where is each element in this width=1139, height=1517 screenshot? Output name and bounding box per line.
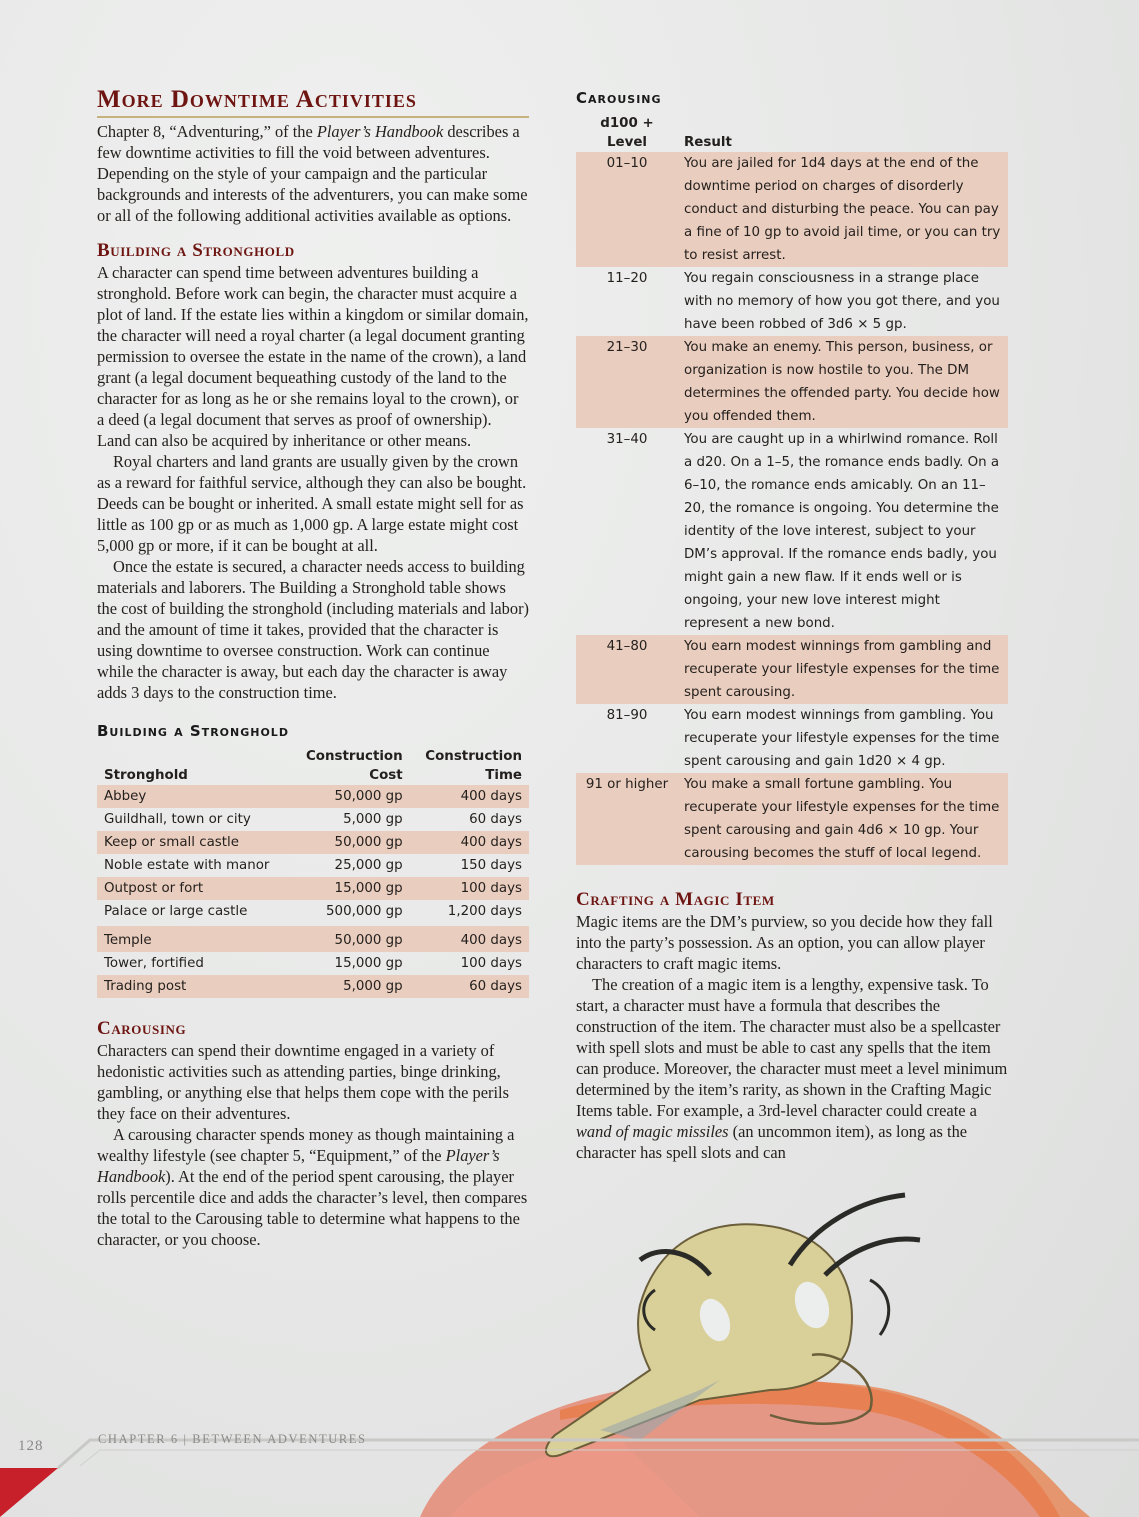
carousing-range: 31–40	[606, 432, 648, 447]
stronghold-cost: 25,000 gp	[334, 858, 403, 873]
stronghold-time: 150 days	[460, 858, 522, 873]
stronghold-time: 60 days	[410, 975, 529, 998]
carousing-result: You make an enemy. This person, business, or organization is now hostile to you. The DM determines the offended party. You decide how you offended them.	[678, 336, 1008, 428]
carousing-result: You regain consciousness in a strange place with no memory of how you got there, and you have been robbed of 3d6 × 5 gp.	[684, 271, 1000, 332]
carousing-heading: Carousing	[97, 1018, 187, 1039]
stronghold-row	[97, 808, 529, 831]
carousing-paragraph-1: Characters can spend their downtime engaged in a variety of hedonistic activities such as attending parties, binge drinking, gambling, or anything else that helps them cope with the perils they face on their adventures.	[97, 1041, 509, 1123]
stronghold-heading: Building a Stronghold	[97, 240, 295, 261]
crafting-heading: Crafting a Magic Item	[576, 889, 775, 910]
carousing-row	[576, 428, 1008, 635]
plague-mask-icon	[546, 1195, 920, 1456]
carousing-result: You make a small fortune gambling. You recuperate your lifestyle expenses for the time spent carousing and gain 4d6 × 10 gp. Your carousing becomes the stuff of local legend.	[678, 773, 1008, 865]
stronghold-time: 100 days	[460, 956, 522, 971]
stronghold-cost: 5,000 gp	[290, 975, 409, 998]
header-time: Construction Time	[425, 749, 522, 783]
page-title: More Downtime Activities	[97, 86, 529, 118]
stronghold-cost: 50,000 gp	[290, 831, 409, 854]
stronghold-cost: 15,000 gp	[290, 877, 409, 900]
running-head: CHAPTER 6 | BETWEEN ADVENTURES	[98, 1432, 367, 1446]
intro-paragraph: Chapter 8, “Adventuring,” of the Player’s Handbook describes a few downtime activities to fill the void between adventures. Depending on the style of your campaign and the particular backgrounds and interests of the adventurers, you can make some or all of the following additional activities available as options.	[97, 122, 528, 225]
carousing-table-header	[576, 114, 1008, 152]
stronghold-row	[97, 877, 529, 900]
carousing-row	[576, 267, 1008, 336]
stronghold-paragraph-1: A character can spend time between adventures building a stronghold. Before work can begin, the character must acquire a plot of land. If the estate lies within a kingdom or similar domain, the character will need a royal charter (a legal document granting permission to oversee the estate in the name of the crown), a land grant (a legal document bequeathing custody of the land to the character for as long as he or she remains loyal to the crown), or a deed (a legal document that serves as proof of ownership). Land can also be acquired by inheritance or other means.	[97, 263, 529, 450]
page-number: 128	[18, 1438, 44, 1454]
crafting-paragraph-2: The creation of a magic item is a lengthy, expensive task. To start, a character must have a formula that describes the construction of the item. The character must also be a spellcaster with spell slots and must be able to cast any spells that the item can produce. Moreover, the character must meet a level minimum determined by the item’s rarity, as shown in the Crafting Magic Items table. For example, a 3rd-level character could create a wand of magic missiles (an uncommon item), as long as the character has spell slots and can	[576, 975, 1008, 1162]
stronghold-row	[97, 975, 529, 998]
stronghold-table	[97, 747, 529, 998]
carousing-result: You are jailed for 1d4 days at the end of the downtime period on charges of disorderly conduct and disturbing the peace. You can pay a fine of 10 gp to avoid jail time, or you can try to resist arrest.	[678, 152, 1008, 267]
stronghold-time: 1,200 days	[447, 904, 522, 919]
carousing-range: 81–90	[606, 708, 648, 723]
stronghold-cost: 500,000 gp	[326, 904, 403, 919]
carousing-range: 41–80	[576, 635, 678, 704]
stronghold-row	[97, 854, 529, 877]
stronghold-name: Palace or large castle	[104, 904, 248, 919]
carousing-row	[576, 336, 1008, 428]
header-d100-level: d100 + Level	[600, 116, 654, 150]
carousing-table-title: Carousing	[576, 89, 662, 107]
carousing-table	[576, 114, 1008, 865]
carousing-range: 01–10	[576, 152, 678, 267]
watercolor-wash	[420, 1378, 1090, 1517]
stronghold-table-header	[97, 747, 529, 785]
stronghold-row	[97, 785, 529, 808]
stronghold-row	[97, 926, 529, 952]
stronghold-cost: 15,000 gp	[334, 956, 403, 971]
carousing-row	[576, 704, 1008, 773]
stronghold-time: 400 days	[410, 926, 529, 952]
stronghold-row	[97, 900, 529, 926]
stronghold-cost: 50,000 gp	[290, 785, 409, 808]
crafting-paragraph-1: Magic items are the DM’s purview, so you decide how they fall into the party’s possession. As an option, you can allow player characters to craft magic items.	[576, 912, 993, 973]
stronghold-name: Abbey	[97, 785, 290, 808]
stronghold-name: Keep or small castle	[97, 831, 290, 854]
footer-ornament	[0, 1440, 1139, 1517]
stronghold-row	[97, 831, 529, 854]
carousing-row	[576, 773, 1008, 865]
stronghold-name: Outpost or fort	[97, 877, 290, 900]
carousing-result: You earn modest winnings from gambling and recuperate your lifestyle expenses for the time spent carousing.	[678, 635, 1008, 704]
stronghold-table-title: Building a Stronghold	[97, 722, 289, 740]
stronghold-paragraph-2: Royal charters and land grants are usually given by the crown as a reward for faithful service, although they can also be bought. Deeds can be bought or inherited. A small estate might sell for as little as 100 gp or as much as 1,000 gp. A large estate might cost 5,000 gp or more, if it can be bought at all.	[97, 452, 527, 555]
stronghold-time: 100 days	[410, 877, 529, 900]
stronghold-cost: 50,000 gp	[290, 926, 409, 952]
stronghold-paragraph-3: Once the estate is secured, a character needs access to building materials and laborers. The Building a Stronghold table shows the cost of building the stronghold (including materials and labor) and the amount of time it takes, provided that the character is using downtime to oversee construction. Work can continue while the character is away, but each day the character is away adds 3 days to the construction time.	[97, 557, 529, 702]
carousing-row	[576, 152, 1008, 267]
carousing-row	[576, 635, 1008, 704]
carousing-result: You earn modest winnings from gambling. You recuperate your lifestyle expenses for the time spent carousing and gain 1d20 × 4 gp.	[684, 708, 1000, 769]
stronghold-name: Trading post	[97, 975, 290, 998]
carousing-range: 11–20	[606, 271, 648, 286]
header-result: Result	[684, 135, 732, 150]
header-stronghold: Stronghold	[104, 768, 188, 783]
stronghold-cost: 5,000 gp	[343, 812, 403, 827]
header-cost: Construction Cost	[305, 749, 403, 783]
carousing-result: You are caught up in a whirlwind romance. Roll a d20. On a 1–5, the romance ends badly. On a 6–10, the romance ends amicably. On an 11–20, the romance is ongoing. You determine the identity of the love interest, subject to your DM’s approval. If the romance ends badly, you might gain a new flaw. If it ends well or is ongoing, your new love interest might represent a new bond.	[684, 432, 1000, 631]
stronghold-time: 400 days	[410, 831, 529, 854]
left-column	[97, 86, 529, 1250]
stronghold-name: Temple	[97, 926, 290, 952]
stronghold-time: 60 days	[469, 812, 522, 827]
stronghold-name: Noble estate with manor	[104, 858, 270, 873]
stronghold-name: Guildhall, town or city	[104, 812, 251, 827]
carousing-range: 91 or higher	[576, 773, 678, 865]
stronghold-name: Tower, fortified	[104, 956, 204, 971]
carousing-range: 21–30	[576, 336, 678, 428]
stronghold-row	[97, 952, 529, 975]
right-column	[576, 88, 1008, 1163]
carousing-paragraph-2: A carousing character spends money as though maintaining a wealthy lifestyle (see chapter 5, “Equipment,” of the Player’s Handbook). At the end of the period spent carousing, the player rolls percentile dice and adds the character’s level, then compares the total to the Carousing table to determine what happens to the character, or you choose.	[97, 1125, 528, 1249]
stronghold-time: 400 days	[410, 785, 529, 808]
